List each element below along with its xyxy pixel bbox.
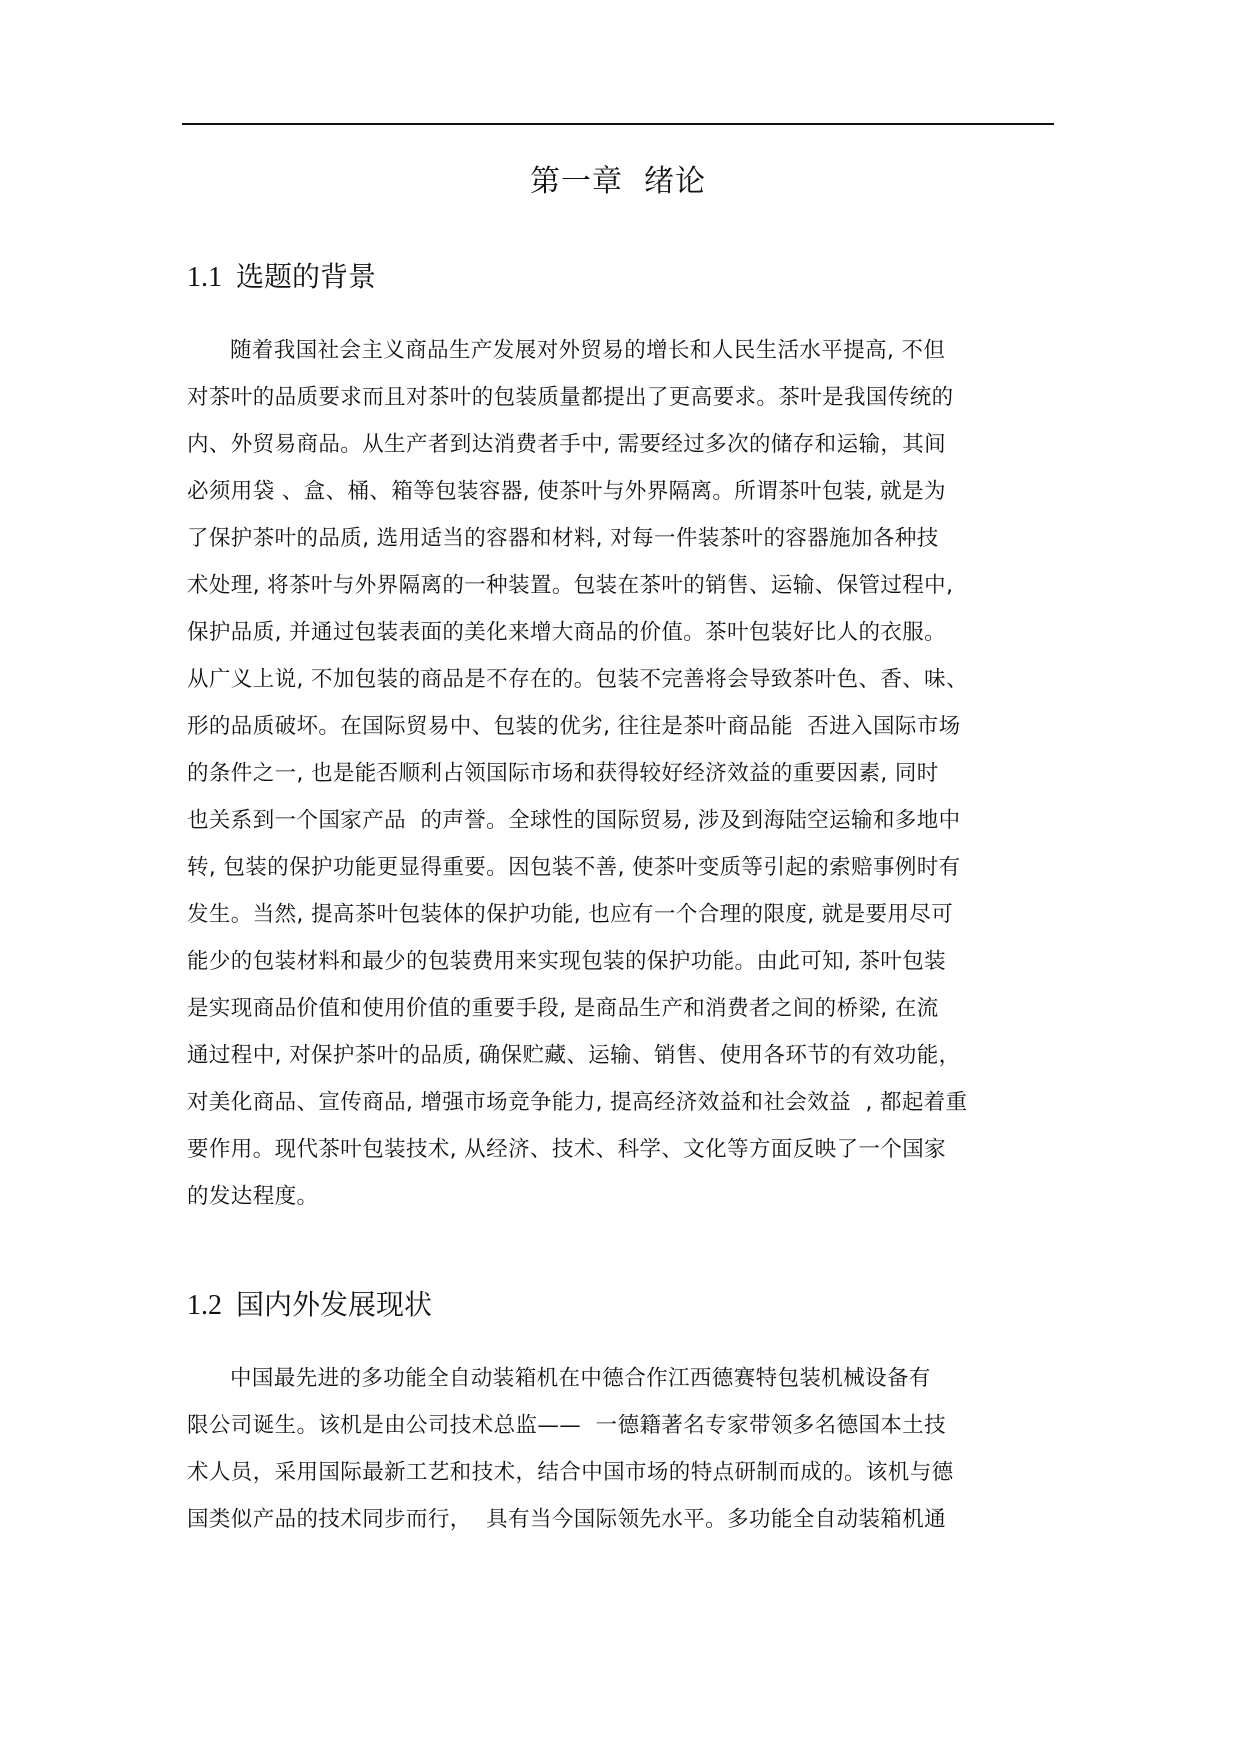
paragraph-line: 术处理, 将茶叶与外界隔离的一种装置。包装在茶叶的销售、运输、保管过程中, bbox=[187, 573, 954, 598]
section-number: 1.2 bbox=[187, 1290, 222, 1321]
header-rule bbox=[182, 123, 1054, 125]
section-title: 国内外发展现状 bbox=[236, 1288, 433, 1321]
paragraph-line: 内、外贸易商品。从生产者到达消费者手中, 需要经过多次的储存和运输，其间 bbox=[187, 432, 947, 457]
paragraph-line: 的条件之一, 也是能否顺利占领国际市场和获得较好经济效益的重要因素, 同时 bbox=[187, 761, 939, 786]
chapter-title: 第一章 绪论 bbox=[529, 164, 707, 199]
section-heading-1-1 bbox=[187, 257, 376, 298]
paragraph-line: 必须用袋 、盒、桶、箱等包装容器, 使茶叶与外界隔离。所谓茶叶包装, 就是为 bbox=[187, 479, 946, 504]
paragraph-line: 形的品质破坏。在国际贸易中、包装的优劣, 往往是茶叶商品能 否进入国际市场 bbox=[187, 714, 961, 739]
paragraph-line: 了保护茶叶的品质, 选用适当的容器和材料, 对每一件装茶叶的容器施加各种技 bbox=[187, 526, 939, 551]
paragraph-line: 的发达程度。 bbox=[187, 1184, 319, 1209]
paragraph-line: 要作用。现代茶叶包装技术, 从经济、技术、科学、文化等方面反映了一个国家 bbox=[187, 1137, 947, 1162]
paragraph-line: 对美化商品、宣传商品, 增强市场竞争能力, 提高经济效益和社会效益 , 都起着重 bbox=[187, 1090, 968, 1115]
paragraph-line: 随着我国社会主义商品生产发展对外贸易的增长和人民生活水平提高, 不但 bbox=[230, 338, 946, 363]
paragraph-line: 限公司诞生。该机是由公司技术总监—— 一德籍著名专家带领多名德国本土技 bbox=[187, 1413, 947, 1438]
paragraph-line: 对茶叶的品质要求而且对茶叶的包装质量都提出了更高要求。茶叶是我国传统的 bbox=[187, 385, 954, 410]
paragraph-line: 国类似产品的技术同步而行， 具有当今国际领先水平。多功能全自动装箱机通 bbox=[187, 1507, 947, 1532]
section-number: 1.1 bbox=[187, 262, 222, 293]
paragraph-line: 中国最先进的多功能全自动装箱机在中德合作江西德赛特包装机械设备有 bbox=[230, 1366, 931, 1391]
paragraph-line: 能少的包装材料和最少的包装费用来实现包装的保护功能。由此可知, 茶叶包装 bbox=[187, 949, 947, 974]
section-title: 选题的背景 bbox=[236, 260, 377, 293]
paragraph-line: 术人员，采用国际最新工艺和技术，结合中国市场的特点研制而成的。该机与德 bbox=[187, 1460, 954, 1485]
paragraph-line: 也关系到一个国家产品 的声誉。全球性的国际贸易, 涉及到海陆空运输和多地中 bbox=[187, 808, 961, 833]
paragraph-line: 是实现商品价值和使用价值的重要手段, 是商品生产和消费者之间的桥梁, 在流 bbox=[187, 996, 939, 1021]
paragraph-line: 转, 包装的保护功能更显得重要。因包装不善, 使茶叶变质等引起的索赔事例时有 bbox=[187, 855, 961, 880]
paragraph-line: 从广义上说, 不加包装的商品是不存在的。包装不完善将会导致茶叶色、香、味、 bbox=[187, 667, 968, 692]
section-heading-1-2 bbox=[187, 1285, 432, 1326]
paragraph-line: 发生。当然, 提高茶叶包装体的保护功能, 也应有一个合理的限度, 就是要用尽可 bbox=[187, 902, 954, 927]
paragraph-line: 通过程中, 对保护茶叶的品质, 确保贮藏、运输、销售、使用各环节的有效功能， bbox=[187, 1043, 961, 1068]
paragraph-line: 保护品质, 并通过包装表面的美化来增大商品的价值。茶叶包装好比人的衣服。 bbox=[187, 620, 947, 645]
